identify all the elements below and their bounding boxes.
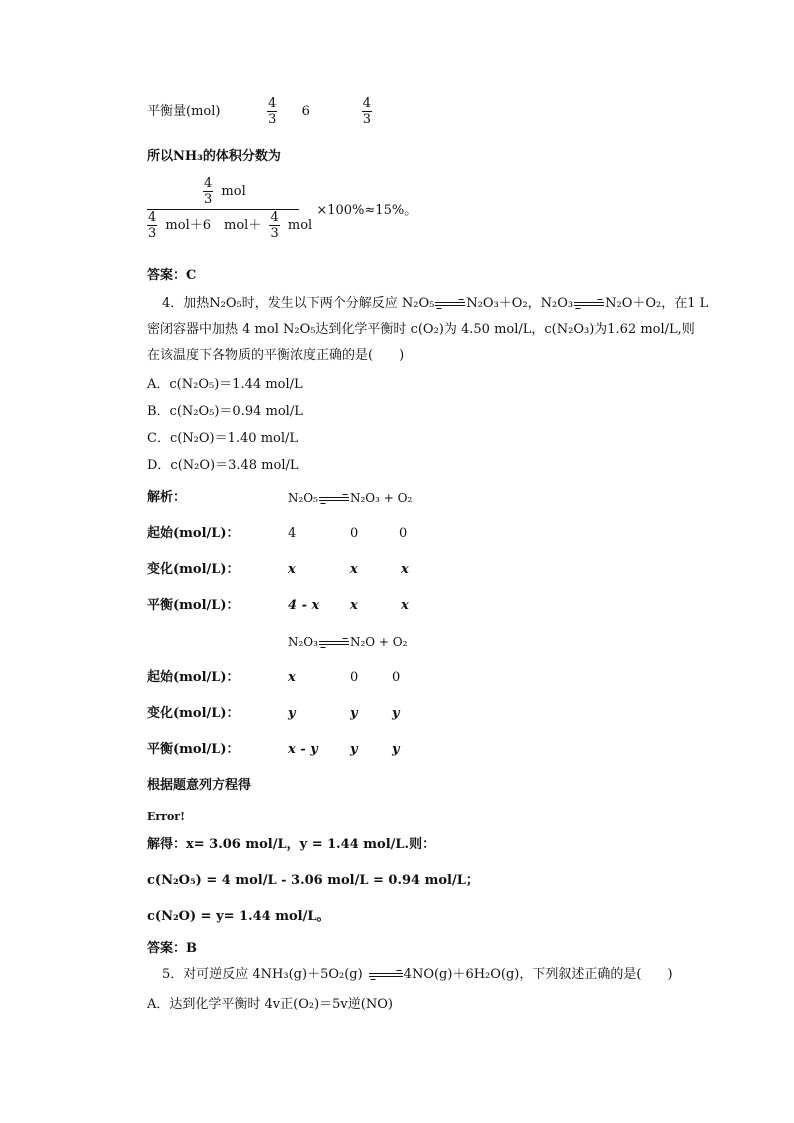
c-n2o-line: c(N₂O) = y= 1.44 mol/L。: [147, 909, 330, 924]
row-label: 起始(mol/L)：: [147, 526, 240, 541]
solve-line: 解得：x= 3.06 mol/L，y = 1.44 mol/L.则：: [147, 837, 436, 852]
q4-line1: 4．加热N₂O₅时，发生以下两个分解反应 N₂O₅ N₂O₃＋O₂，N₂O₃ N₂O＋O₂，在1 L: [162, 296, 709, 311]
reaction-2: N₂O₃ N₂O + O₂: [288, 635, 408, 649]
cell: y: [350, 706, 358, 721]
cell: y: [288, 706, 296, 721]
equilibrium-arrow-icon: [319, 494, 349, 504]
q4-line3: 在该温度下各物质的平衡浓度正确的是( ): [147, 348, 405, 363]
error-text: Error!: [147, 810, 185, 823]
option-b: B．c(N₂O₅)＝0.94 mol/L: [147, 404, 303, 419]
option-a: A．c(N₂O₅)＝1.44 mol/L: [147, 377, 303, 392]
cell: 0: [399, 526, 408, 541]
cell: 0: [350, 526, 359, 541]
cell: y: [350, 742, 358, 757]
equation-intro: 根据题意列方程得: [147, 778, 252, 793]
nh3-intro: 所以NH₃的体积分数为: [147, 149, 281, 164]
cell: x: [288, 670, 296, 685]
option-d: D．c(N₂O)＝3.48 mol/L: [147, 458, 299, 473]
cell: x: [350, 562, 358, 577]
cell: x: [350, 598, 358, 613]
cell: 0: [392, 670, 401, 685]
volume-fraction-formula: [147, 176, 417, 241]
cell: 4 - x: [288, 598, 320, 613]
fraction-numerator: $\frac{4}{3}$ mol: [147, 176, 299, 210]
answer-c: 答案：C: [147, 268, 197, 283]
row-label: 变化(mol/L)：: [147, 706, 240, 721]
cell: 4: [288, 526, 297, 541]
equilibrium-label: 平衡量(mol): [147, 104, 221, 119]
row-label: 平衡(mol/L)：: [147, 742, 240, 757]
fraction-tail: ×100%≈15%。: [316, 203, 418, 218]
cell: x: [401, 562, 409, 577]
equilibrium-arrow-icon: [319, 638, 349, 648]
equilibrium-arrow-icon: [574, 299, 604, 309]
cell: y: [392, 706, 400, 721]
c-n2o5-line: c(N₂O₅) = 4 mol/L - 3.06 mol/L = 0.94 mol/L；: [147, 873, 479, 888]
row-label: 起始(mol/L)：: [147, 670, 240, 685]
fraction-four-thirds: $\frac{4}{3}$: [268, 96, 277, 127]
cell: y: [392, 742, 400, 757]
equilibrium-row: [147, 96, 376, 127]
row-label: 平衡(mol/L)：: [147, 598, 240, 613]
row-label: 变化(mol/L)：: [147, 562, 240, 577]
q4-line2: 密闭容器中加热 4 mol N₂O₅达到化学平衡时 c(O₂)为 4.50 mol/L，c(N₂O₃)为1.62 mol/L,则: [147, 322, 695, 337]
cell: 0: [350, 670, 359, 685]
value-six: 6: [301, 104, 310, 119]
equilibrium-arrow-icon: [435, 299, 465, 309]
cell: x - y: [288, 742, 318, 757]
reaction-1: N₂O₅ N₂O₃ + O₂: [288, 491, 413, 505]
q5-line1: 5．对可逆反应 4NH₃(g)＋5O₂(g) 4NO(g)＋6H₂O(g)，下列叙述正确的是( ): [162, 967, 673, 982]
analysis-label: 解析：: [147, 490, 187, 505]
cell: x: [401, 598, 409, 613]
cell: x: [288, 562, 296, 577]
answer-b: 答案：B: [147, 941, 197, 956]
q5-option-a: A．达到化学平衡时 4v正(O₂)＝5v逆(NO): [147, 997, 393, 1012]
fraction-four-thirds: $\frac{4}{3}$: [362, 96, 371, 127]
option-c: C．c(N₂O)＝1.40 mol/L: [147, 431, 299, 446]
fraction-denominator: $\frac{4}{3}$ mol＋6 mol＋ $\frac{4}{3}$ mol: [148, 210, 313, 241]
equilibrium-arrow-icon: [369, 970, 403, 980]
